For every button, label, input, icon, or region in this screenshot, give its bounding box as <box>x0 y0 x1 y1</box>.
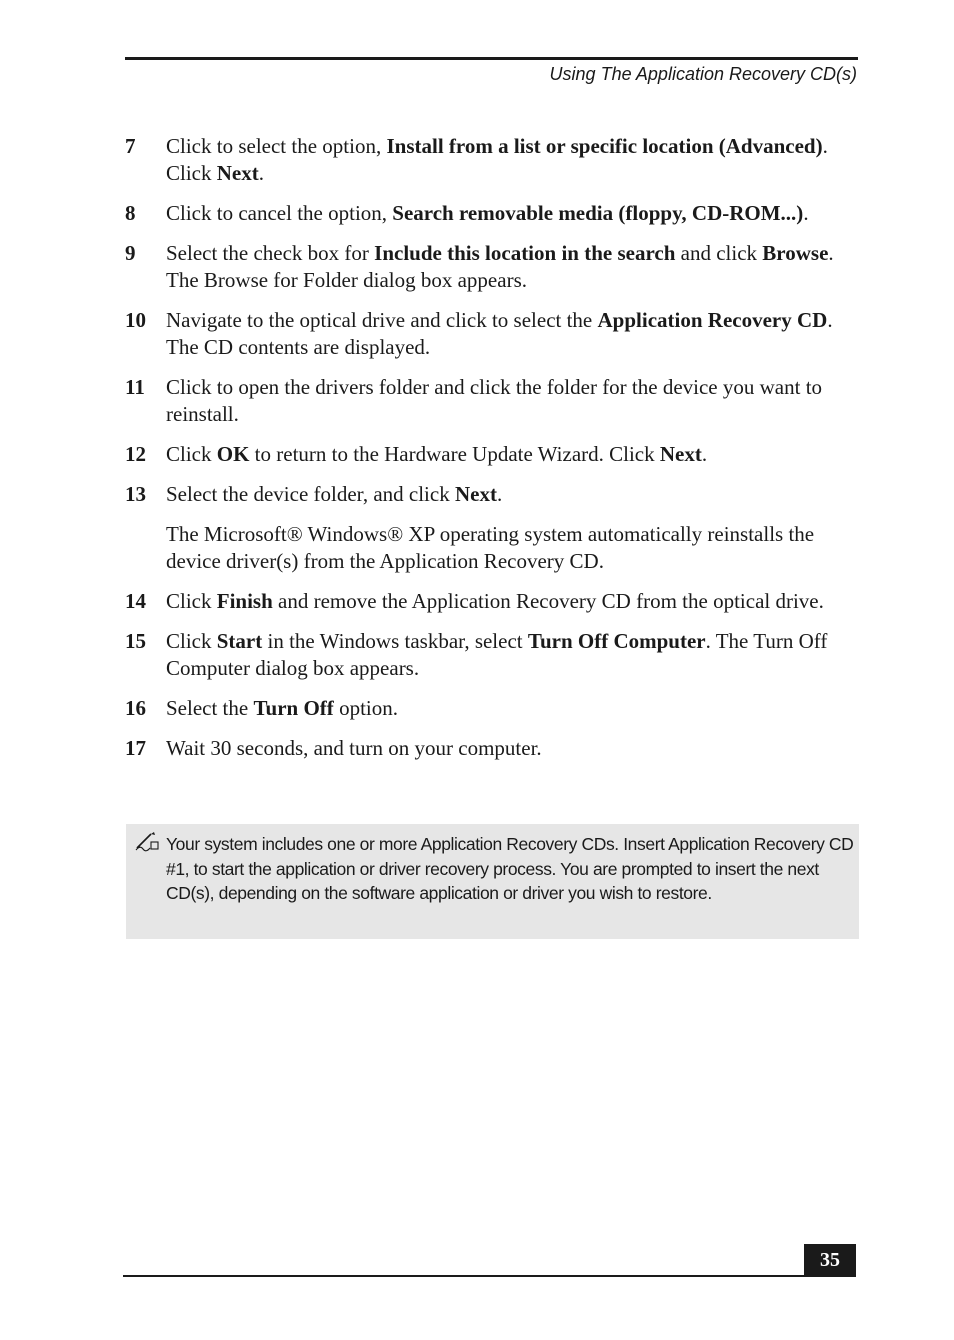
step-item <box>125 133 860 187</box>
step-text <box>166 588 860 615</box>
step-text <box>166 481 860 508</box>
note-text: Your system includes one or more Application Recovery CDs. Insert Application Recovery CD #1, to start the application or driver recovery process. You are prompted to insert the next CD(s), depending on the software application or driver you wish to restore. <box>166 834 854 903</box>
step-item <box>125 481 860 508</box>
step-text-run: Click to select the option, <box>166 134 387 158</box>
step-text-run: Click to cancel the option, <box>166 201 393 225</box>
step-text-run: . <box>803 201 809 225</box>
ui-term: Finish <box>216 589 273 613</box>
step-text-run: and remove the Application Recovery CD from the optical drive. <box>272 589 824 613</box>
step-text <box>166 307 860 361</box>
step-text-run: in the Windows taskbar, select <box>262 629 528 653</box>
step-text-run: Click to open the drivers folder and click the folder for the device you want to reinstall. <box>166 375 823 426</box>
step-text <box>166 240 860 294</box>
step-number: 13 <box>125 482 146 506</box>
ui-term: Include this location in the search <box>374 241 676 265</box>
step-text <box>166 374 860 428</box>
footer-rule <box>123 1275 856 1277</box>
step-number: 12 <box>125 442 146 466</box>
step-text-run: Select the <box>166 696 254 720</box>
step-text-run: Wait 30 seconds, and turn on your computer. <box>166 736 542 760</box>
step-text-run: Click <box>166 589 217 613</box>
step-number: 14 <box>125 589 146 613</box>
ui-term: Application Recovery CD <box>597 308 828 332</box>
step-text-run: Click <box>166 442 217 466</box>
ui-term: Turn Off Computer <box>527 629 706 653</box>
procedure-steps <box>125 133 860 775</box>
step-number: 8 <box>125 201 136 225</box>
step-text-run: . Click <box>166 134 828 185</box>
ui-term: Search removable media (floppy, CD-ROM...) <box>392 201 804 225</box>
step-text <box>166 133 860 187</box>
step-item <box>125 200 860 227</box>
step-number: 17 <box>125 736 146 760</box>
step-text <box>166 735 860 762</box>
ui-term: Install from a list or specific location (Advanced) <box>386 134 823 158</box>
ui-term: Next <box>659 442 702 466</box>
ui-term: Next <box>454 482 497 506</box>
step-text <box>166 695 860 722</box>
step-number: 15 <box>125 629 146 653</box>
ui-term: Next <box>216 161 259 185</box>
step-text-run: . <box>496 482 503 506</box>
step-text-run: . <box>701 442 708 466</box>
step-number: 7 <box>125 134 136 158</box>
step-text-run: and click <box>675 241 763 265</box>
ui-term: Start <box>216 629 263 653</box>
step-number: 11 <box>125 375 145 399</box>
step-item <box>125 374 860 428</box>
step-item <box>125 735 860 762</box>
step-item <box>125 628 860 682</box>
step-text-run: Click <box>166 629 217 653</box>
note-box <box>126 824 859 939</box>
step-follow-paragraph: The Microsoft® Windows® XP operating system automatically reinstalls the device driver(s) from the Application Recovery CD. <box>166 522 815 573</box>
header-rule <box>125 57 858 60</box>
page-number: 35 <box>804 1244 856 1276</box>
step-number: 9 <box>125 241 136 265</box>
step-number: 10 <box>125 308 146 332</box>
step-number: 16 <box>125 696 146 720</box>
ui-term: Browse <box>762 241 829 265</box>
step-text-run: . The Browse for Folder dialog box appears. <box>166 241 834 292</box>
running-header: Using The Application Recovery CD(s) <box>549 64 857 84</box>
step-text-run: . <box>258 161 264 185</box>
step-text-run: Navigate to the optical drive and click to select the <box>166 308 598 332</box>
step-text <box>166 441 860 468</box>
step-text <box>166 200 860 227</box>
step-text-run: . The CD contents are displayed. <box>166 308 833 359</box>
pencil-note-icon <box>134 830 160 852</box>
step-text-run: Select the device folder, and click <box>166 482 455 506</box>
step-item <box>125 588 860 615</box>
step-item <box>125 307 860 361</box>
ui-term: Turn Off <box>253 696 334 720</box>
step-text-run: . The Turn Off Computer dialog box appears. <box>166 629 828 680</box>
step-item <box>125 240 860 294</box>
step-text-run: option. <box>333 696 398 720</box>
step-text-run: Select the check box for <box>166 241 375 265</box>
step-text-run: to return to the Hardware Update Wizard. Click <box>249 442 660 466</box>
step-item <box>125 695 860 722</box>
step-text <box>166 628 860 682</box>
step-item <box>125 441 860 468</box>
ui-term: OK <box>216 442 250 466</box>
